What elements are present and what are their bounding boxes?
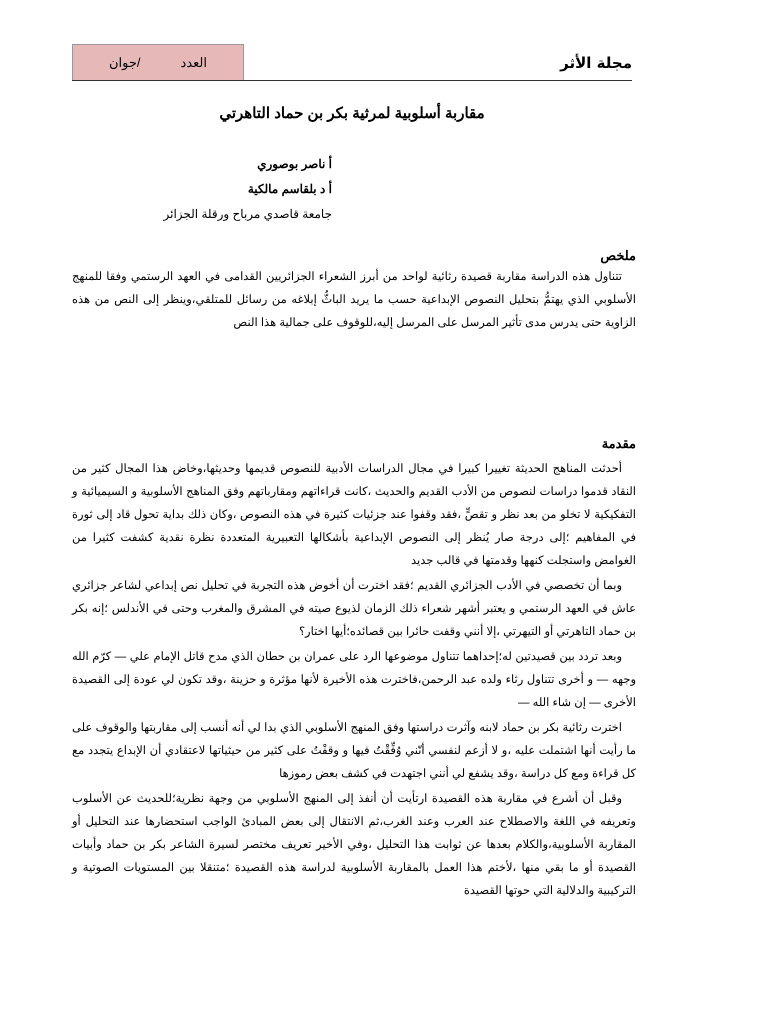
intro-paragraph-2: وبما أن تخصصي في الأدب الجزائري القديم ؛فقد اخترت أن أخوض هذه التجربة في تحليل نص إبداعي لشاعر جزائري عاش في العهد الرستمي و يعتبر أشهر شعراء ذلك الزمان لذيوع صيته في المشرق والمغرب وحتى في الأندلس ؛إنه بكر بن حماد التاهرتي أو التيهرتي ،إلا أنني وقفت حائرا بين قصائده؛أيها اختار؟ <box>72 580 636 638</box>
author-2: أ د بلقاسم مالكية <box>247 182 332 196</box>
page-header <box>72 44 632 81</box>
intro-body <box>72 458 636 905</box>
date-label: /جوان <box>109 54 141 70</box>
abstract-body <box>72 266 636 337</box>
intro-paragraph-5: وقبل أن أشرع في مقاربة هذه القصيدة ارتأيت أن أنفذ إلى المنهج الأسلوبي من وجهة نظرية؛للحديث عن الأسلوب وتعريفه في اللغة والاصطلاح عند العرب وعند الغرب،ثم الانتقال إلى بعض المبادئ الواجب استحضارها عند التحليل أو المقاربة الأسلوبية،والكلام بعدها عن ثوابت هذا التحليل ،وفي الأخير تعريف مختصر لسيرة الشاعر بكر بن حماد وأبيات القصيدة أو ما بقي منها ،لأختم هذا العمل بالمقاربة الأسلوبية لدراسة هذه القصيدة ؛متنقلا بين المستويات الصوتية و التركيبية والدلالية التي حوتها القصيدة <box>72 793 636 897</box>
issue-label: العدد <box>180 54 207 70</box>
article-title: مقاربة أسلوبية لمرثية بكر بن حماد التاهرتي <box>219 105 485 122</box>
issue-box <box>72 44 244 80</box>
author-block <box>72 152 332 227</box>
journal-name: مجلة الأثر <box>560 54 632 72</box>
abstract-text: تتناول هذه الدراسة مقاربة قصيدة رثائية لواحد من أبرز الشعراء الجزائريين القدامى في العهد الرستمي وفقا للمنهج الأسلوبي الذي يهتمُّ بتحليل النصوص الإبداعية حسب ما يريد الباثُّ إبلاغه من رسائل للمتلقي،وينظر إلى النص من هذه الزاوية حتى يدرس مدى تأثير المرسل على المرسل إليه،للوقوف على جمالية هذا النص <box>72 271 636 329</box>
affiliation: جامعة قاصدي مرباح ورقلة الجزائر <box>163 207 332 221</box>
intro-paragraph-3: وبعد تردد بين قصيدتين له؛إحداهما تتناول موضوعها الرد على عمران بن حطان الذي مدح قاتل الإمام علي — كرّم الله وجهه — و أخرى تتناول رثاء ولده عبد الرحمن،فاخترت هذه الأخيرة لأنها مؤثرة و حزينة ،وقد تكون لي عودة إلى القصيدة الأخرى — إن شاء الله — <box>72 651 636 709</box>
intro-heading: مقدمة <box>601 436 636 451</box>
intro-paragraph-1: أحدثت المناهج الحديثة تغييرا كبيرا في مجال الدراسات الأدبية للنصوص قديمها وحديثها،وخاض هذا المجال كثير من النقاد قدموا دراسات لنصوص من الأدب القديم والحديث ،كانت قراءاتهم ومقارباتهم وفق المناهج الأسلوبية و السيميائية و التفكيكية لا تخلو من بعد نظر و تقصٍّ ،فقد وقفوا عند جزئيات كثيرة في هذه النصوص ،وكان ذلك بداية تحول قاد إلى ثورة في المفاهيم ؛إلى درجة صار يُنظر إلى النصوص الإبداعية بأشكالها التعبيرية المتعددة نظرة نقدية كشفت كثيرا من الغوامض واستجلت كنهها وقدمتها في قالب جديد <box>72 463 636 567</box>
intro-paragraph-4: اخترت رثائية بكر بن حماد لابنه وآثرت دراستها وفق المنهج الأسلوبي الذي بدا لي أنه أنسب إلى مقاربتها والوقوف على ما رأيت أنها اشتملت عليه ،و لا أزعم لنفسي أنّني وُفِّقْتُ فيها و وقفْتُ على كثير من حيثياتها لاعتقادي أن الإبداع يتجدد مع كل قراءة ومع كل دراسة ،وقد يشفع لي أنني اجتهدت في كشف بعض رموزها <box>72 722 636 780</box>
author-1: أ ناصر بوصوري <box>257 157 332 171</box>
abstract-heading: ملخص <box>600 248 636 263</box>
